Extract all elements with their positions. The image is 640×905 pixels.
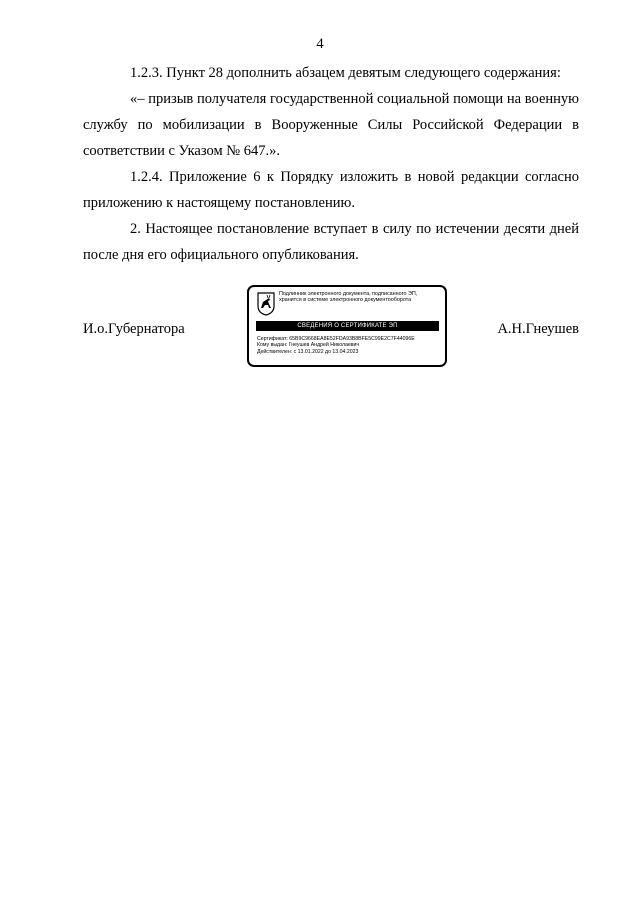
certificate-validity: Действителен: с 13.01.2022 до 13.04.2023: [257, 348, 359, 355]
document-body: [83, 60, 579, 268]
electronic-signature-stamp: [247, 285, 447, 367]
stamp-header: [279, 291, 444, 304]
signatory-position: И.о.Губернатора: [83, 321, 185, 337]
coat-of-arms-icon: [257, 292, 275, 316]
certificate-serial: Сертификат: 65B9C9668EA8E52FDA93B8BFE5C99E2C7F44096E: [257, 336, 415, 342]
certificate-owner: Кому выдан: Гнеушев Андрей Николаевич: [257, 342, 360, 349]
stamp-title-band: СВЕДЕНИЯ О СЕРТИФИКАТЕ ЭП: [256, 321, 439, 331]
paragraph-quote: «– призыв получателя государственной социальной помощи на военную службу по мобилизации в Вооруженные Силы Российской Федерации в соответствии с Указом № 647.».: [83, 91, 579, 159]
stamp-details: [257, 336, 443, 355]
paragraph-1-2-4: 1.2.4. Приложение 6 к Порядку изложить в новой редакции согласно приложению к настоящему постановлению.: [83, 169, 579, 211]
stamp-header-line: Подлинник электронного документа, подписанного ЭП,: [279, 291, 418, 297]
paragraph-1-2-3: 1.2.3. Пункт 28 дополнить абзацем девятым следующего содержания:: [130, 65, 561, 81]
paragraph-2: 2. Настоящее постановление вступает в силу по истечении десяти дней после дня его официального опубликования.: [83, 221, 579, 263]
signatory-name: А.Н.Гнеушев: [497, 321, 579, 337]
page-number: 4: [316, 36, 324, 52]
stamp-header-line: хранится в системе электронного документооборота: [279, 297, 412, 304]
